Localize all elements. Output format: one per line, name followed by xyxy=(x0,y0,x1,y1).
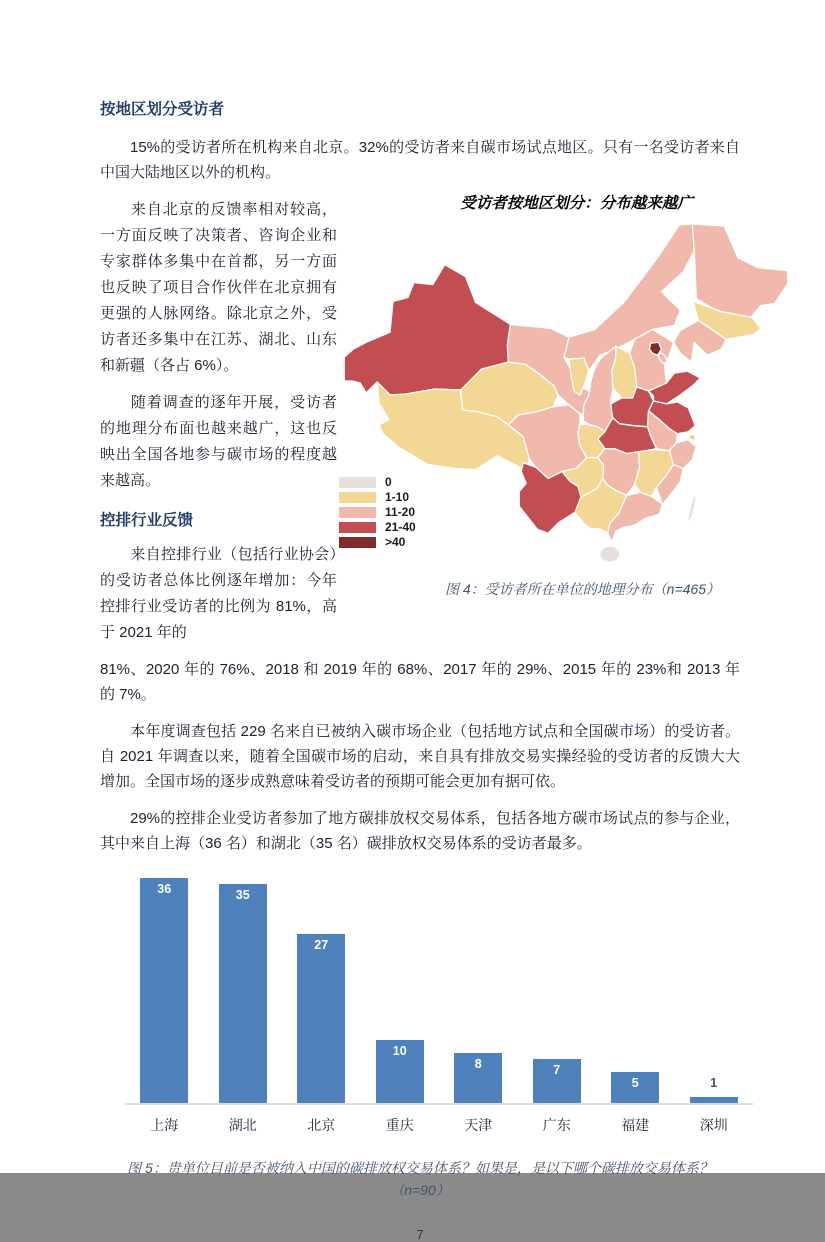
bar-value-label: 1 xyxy=(710,1076,718,1090)
map-title: 受访者按地区划分：分布越来越广 xyxy=(460,195,693,212)
paragraph-industry-left: 来自控排行业（包括行业协会）的受访者总体比例逐年增加：今年控排行业受访者的比例为 81%，高于 2021 年的 xyxy=(100,546,337,641)
legend-label: 11-20 xyxy=(385,504,416,519)
bar-广东 xyxy=(533,1059,581,1103)
bar-湖北 xyxy=(219,884,267,1103)
bar-value-label: 35 xyxy=(235,888,250,902)
legend-row xyxy=(339,535,416,549)
bar-chart-plot-area xyxy=(125,876,753,1105)
bar-category-label: 天津 xyxy=(464,1117,493,1133)
legend-label: >40 xyxy=(385,534,406,549)
bar-category-label: 深圳 xyxy=(699,1117,728,1133)
bar-value-label: 8 xyxy=(474,1057,482,1071)
map-column xyxy=(337,197,798,599)
ets-bar-chart xyxy=(125,876,753,1135)
china-choropleth-map xyxy=(337,217,798,567)
bar-slot xyxy=(675,876,754,1103)
bar-slot xyxy=(596,876,675,1103)
bar-value-label: 27 xyxy=(314,938,329,952)
legend-swatch xyxy=(339,492,376,503)
section-heading-industry: 控排行业反馈 xyxy=(100,512,194,529)
figure4-caption: 图 4：受访者所在单位的地理分布（n=465） xyxy=(445,581,720,597)
bar-深圳 xyxy=(690,1076,738,1103)
bar-category-label: 上海 xyxy=(150,1117,179,1133)
bar-category-label: 湖北 xyxy=(228,1117,257,1133)
legend-swatch xyxy=(339,537,376,548)
bar-chart-category-labels xyxy=(125,1115,753,1135)
bar-value-label: 5 xyxy=(631,1076,639,1090)
page-number: 7 xyxy=(416,1227,424,1242)
paragraph-region-intro: 15%的受访者所在机构来自北京。32%的受访者来自碳市场试点地区。只有一名受访者来自中国大陆地区以外的机构。 xyxy=(100,139,740,181)
bar-slot xyxy=(439,876,518,1103)
paragraph-beijing-feedback: 来自北京的反馈率相对较高，一方面反映了决策者、咨询企业和专家群体多集中在首都，另一方面也反映了项目合作伙伴在北京拥有更强的人脉网络。除北京之外，受访者还多集中在江苏、湖北、山东和新疆（各占 6%）。 xyxy=(100,201,337,374)
figure5-caption-line1: 图 5：贵单位目前是否被纳入中国的碳排放权交易体系？如果是，是以下哪个碳排放交易体系？ xyxy=(127,1160,713,1176)
paragraph-industry-continued: 81%、2020 年的 76%、2018 和 2019 年的 68%、2017 年的 29%、2015 年的 23%和 2013 年的 7%。 xyxy=(100,661,740,703)
legend-label: 21-40 xyxy=(385,519,416,534)
legend-row xyxy=(339,475,416,489)
legend-row xyxy=(339,520,416,534)
bar-slot xyxy=(518,876,597,1103)
map-legend xyxy=(339,475,416,550)
figure5-caption-line2: （n=90） xyxy=(390,1182,450,1198)
legend-label: 1-10 xyxy=(385,489,410,504)
legend-label: 0 xyxy=(385,474,392,489)
bar-category-label: 重庆 xyxy=(385,1117,414,1133)
legend-row xyxy=(339,505,416,519)
left-text-column xyxy=(100,197,337,657)
paragraph-survey-spread: 随着调查的逐年开展，受访者的地理分布面也越来越广，这也反映出全国各地参与碳市场的程度越来越高。 xyxy=(100,394,337,489)
bar-天津 xyxy=(454,1053,502,1103)
bar-value-label: 10 xyxy=(392,1044,407,1058)
bar-上海 xyxy=(140,878,188,1103)
bar-slot xyxy=(361,876,440,1103)
bar-slot xyxy=(282,876,361,1103)
figure5-caption xyxy=(100,1157,740,1201)
legend-swatch xyxy=(339,522,376,533)
bar-category-label: 广东 xyxy=(542,1117,571,1133)
two-column-block xyxy=(100,197,740,657)
bar-slot xyxy=(125,876,204,1103)
legend-swatch xyxy=(339,477,376,488)
bar-value-label: 7 xyxy=(553,1063,561,1077)
paragraph-survey-229: 本年度调查包括 229 名来自已被纳入碳市场企业（包括地方试点和全国碳市场）的受访者。自 2021 年调查以来，随着全国碳市场的启动，来自具有排放交易实操经验的受访者的反馈大大增加。全国市场的逐步成熟意味着受访者的预期可能会更加有据可依。 xyxy=(100,723,740,790)
paragraph-ets-participation: 29%的控排企业受访者参加了地方碳排放权交易体系，包括各地方碳市场试点的参与企业，其中来自上海（36 名）和湖北（35 名）碳排放权交易体系的受访者最多。 xyxy=(100,810,740,852)
bar-北京 xyxy=(297,934,345,1103)
legend-swatch xyxy=(339,507,376,518)
legend-row xyxy=(339,490,416,504)
bar-福建 xyxy=(611,1072,659,1103)
bar-category-label: 北京 xyxy=(307,1117,336,1133)
section-heading-region: 按地区划分受访者 xyxy=(100,101,225,118)
bar-category-label: 福建 xyxy=(621,1117,650,1133)
bar-value-label: 36 xyxy=(157,882,172,896)
bar-slot xyxy=(204,876,283,1103)
bar-重庆 xyxy=(376,1040,424,1103)
